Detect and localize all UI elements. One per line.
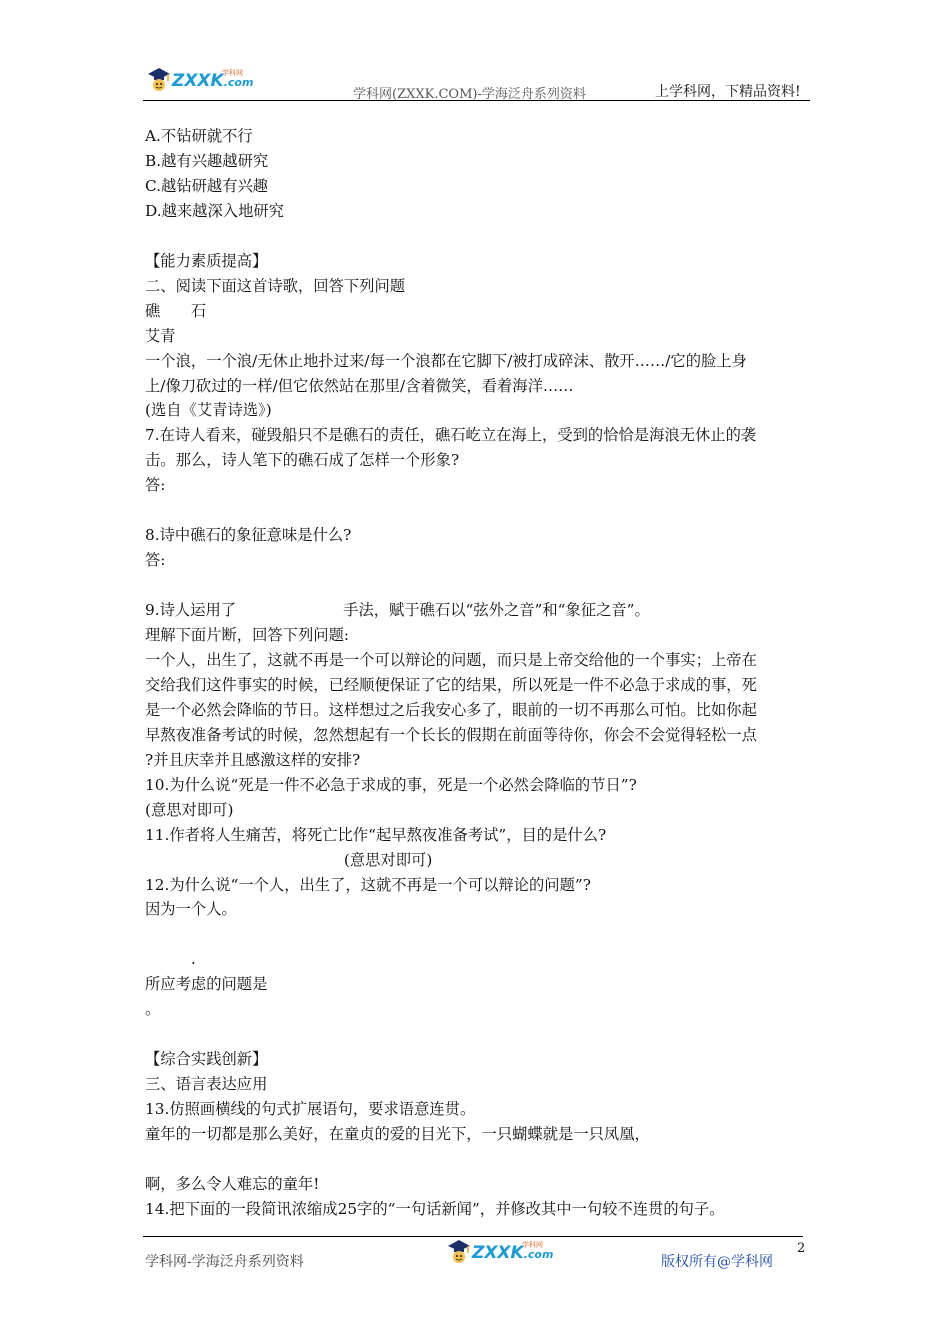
text-line: D.越来越深入地研究: [145, 201, 284, 220]
footer-logo: [446, 1238, 553, 1264]
text-line: 因为一个人。: [145, 900, 237, 919]
text-line: A.不钻研就不行: [145, 127, 253, 145]
text-line: 【综合实践创新】: [145, 1050, 268, 1069]
text-line: 艾青: [145, 326, 176, 345]
text-line: (意思对即可): [145, 800, 234, 819]
mascot-icon: [446, 1238, 472, 1264]
text-line: 【能力素质提高】: [145, 251, 268, 270]
text-line: 童年的一切都是那么美好，在童贞的爱的目光下，一只蝴蝶就是一只凤凰，: [145, 1125, 650, 1143]
text-line: (选自《艾青诗选》): [145, 401, 272, 420]
footer-copyright: 版权所有@学科网: [661, 1254, 773, 1270]
text-line: 礁 石: [145, 301, 207, 320]
text-line: 13.仿照画横线的句式扩展语句，要求语意连贯。: [145, 1100, 476, 1118]
logo-wordmark: ZXXK.com: [472, 1243, 554, 1263]
footer-divider: [143, 1236, 803, 1237]
text-line: 答:: [145, 551, 166, 570]
text-line: 上/像刀砍过的一样/但它依然站在那里/含着微笑，看着海洋……: [145, 376, 574, 395]
text-line: 一个浪，一个浪/无休止地扑过来/每一个浪都在它脚下/被打成碎沫、散开……/它的脸上身: [145, 351, 747, 370]
text-line: 一个人，出生了，这就不再是一个可以辩论的问题，而只是上帝交给他的一个事实；上帝在: [145, 650, 757, 669]
header-title: 学科网(ZXXK.COM)-学海泛舟系列资料: [353, 87, 586, 102]
text-line: 交给我们这件事实的时候，已经顺便保证了它的结果，所以死是一件不必急于求成的事，死: [145, 675, 757, 694]
text-line: 11.作者将人生痛苦，将死亡比作“起早熬夜准备考试”，目的是什么?: [145, 825, 607, 844]
logo-wordmark: ZXXK.com: [172, 71, 254, 91]
text-line: 答:: [145, 476, 166, 495]
text-line: 7.在诗人看来，碰毁船只不是礁石的责任，礁石屹立在海上，受到的恰恰是海浪无休止的袭: [145, 426, 757, 445]
text-line: 9.诗人运用了 手法，赋于礁石以“弦外之音”和“象征之音”。: [145, 601, 650, 619]
text-line: 8.诗中礁石的象征意味是什么?: [145, 526, 352, 545]
text-line: .: [145, 950, 196, 969]
header-divider: [143, 100, 810, 101]
text-line: 12.为什么说“一个人，出生了，这就不再是一个可以辩论的问题”?: [145, 875, 591, 894]
logo-tag: 学科网: [222, 69, 243, 77]
text-line: 二、阅读下面这首诗歌，回答下列问题: [145, 276, 406, 295]
text-line: (意思对即可): [145, 850, 433, 869]
text-line: 。: [145, 1000, 161, 1019]
page-number: 2: [797, 1241, 806, 1256]
footer-left-text: 学科网-学海泛舟系列资料: [145, 1254, 304, 1270]
text-line: 啊，多么令人难忘的童年!: [145, 1174, 320, 1193]
text-line: 10.为什么说“死是一件不必急于求成的事，死是一个必然会降临的节日”?: [145, 775, 637, 794]
text-line: C.越钻研越有兴趣: [145, 176, 269, 195]
text-line: 所应考虑的问题是: [145, 975, 268, 994]
logo-tag: 学科网: [522, 1241, 543, 1249]
text-line: 14.把下面的一段简讯浓缩成25字的“一句话新闻”，并修改其中一句较不连贯的句子。: [145, 1199, 725, 1218]
text-line: ?并且庆幸并且感激这样的安排?: [145, 750, 361, 769]
text-line: 理解下面片断，回答下列问题:: [145, 626, 350, 644]
text-line: B.越有兴趣越研究: [145, 151, 269, 170]
text-line: 早熬夜准备考试的时候，忽然想起有一个长长的假期在前面等待你，你会不会觉得轻松一点: [145, 725, 757, 744]
text-line: 击。那么，诗人笔下的礁石成了怎样一个形象?: [145, 451, 460, 470]
text-line: 是一个必然会降临的节日。这样想过之后我安心多了，眼前的一切不再那么可怕。比如你起: [145, 700, 757, 719]
header-logo: [146, 66, 253, 92]
mascot-icon: [146, 66, 172, 92]
text-line: 三、语言表达应用: [145, 1075, 268, 1094]
header-slogan: 上学科网，下精品资料!: [655, 84, 801, 100]
